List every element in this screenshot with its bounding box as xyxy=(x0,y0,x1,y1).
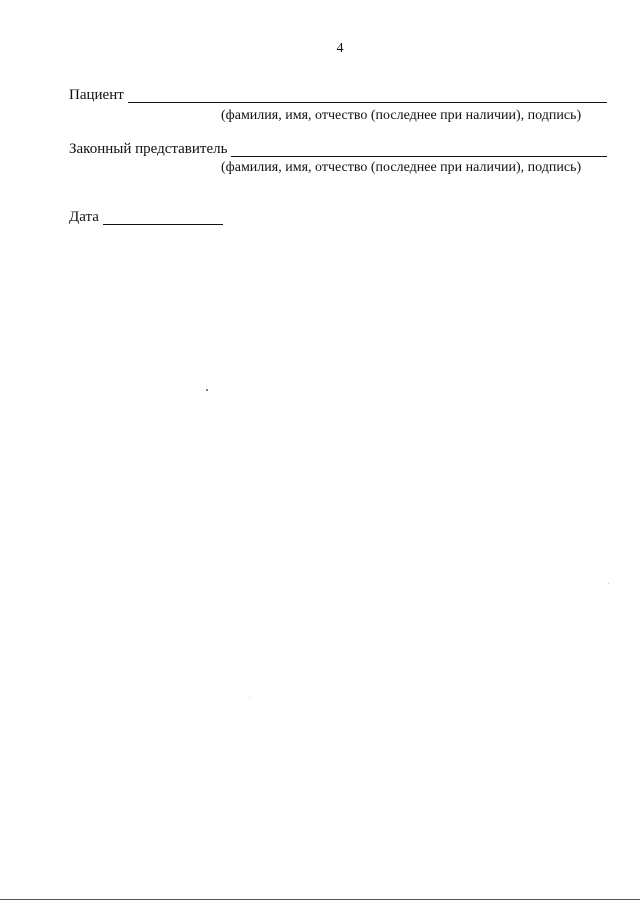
representative-signature-line[interactable] xyxy=(231,144,607,157)
date-line[interactable] xyxy=(103,212,223,225)
patient-field xyxy=(69,87,607,103)
page-bottom-edge xyxy=(0,899,640,900)
patient-signature-line[interactable] xyxy=(128,90,607,103)
date-field xyxy=(69,209,223,225)
scan-speck xyxy=(206,389,208,391)
representative-hint: (фамилия, имя, отчество (последнее при наличии), подпись) xyxy=(221,160,582,175)
representative-field xyxy=(69,141,607,157)
patient-label: Пациент xyxy=(69,87,124,103)
date-label: Дата xyxy=(69,209,99,225)
patient-hint: (фамилия, имя, отчество (последнее при наличии), подпись) xyxy=(221,108,582,123)
scan-speck xyxy=(608,583,609,584)
scan-speck xyxy=(249,697,250,698)
page-number: 4 xyxy=(336,41,344,56)
representative-label: Законный представитель xyxy=(69,141,228,157)
